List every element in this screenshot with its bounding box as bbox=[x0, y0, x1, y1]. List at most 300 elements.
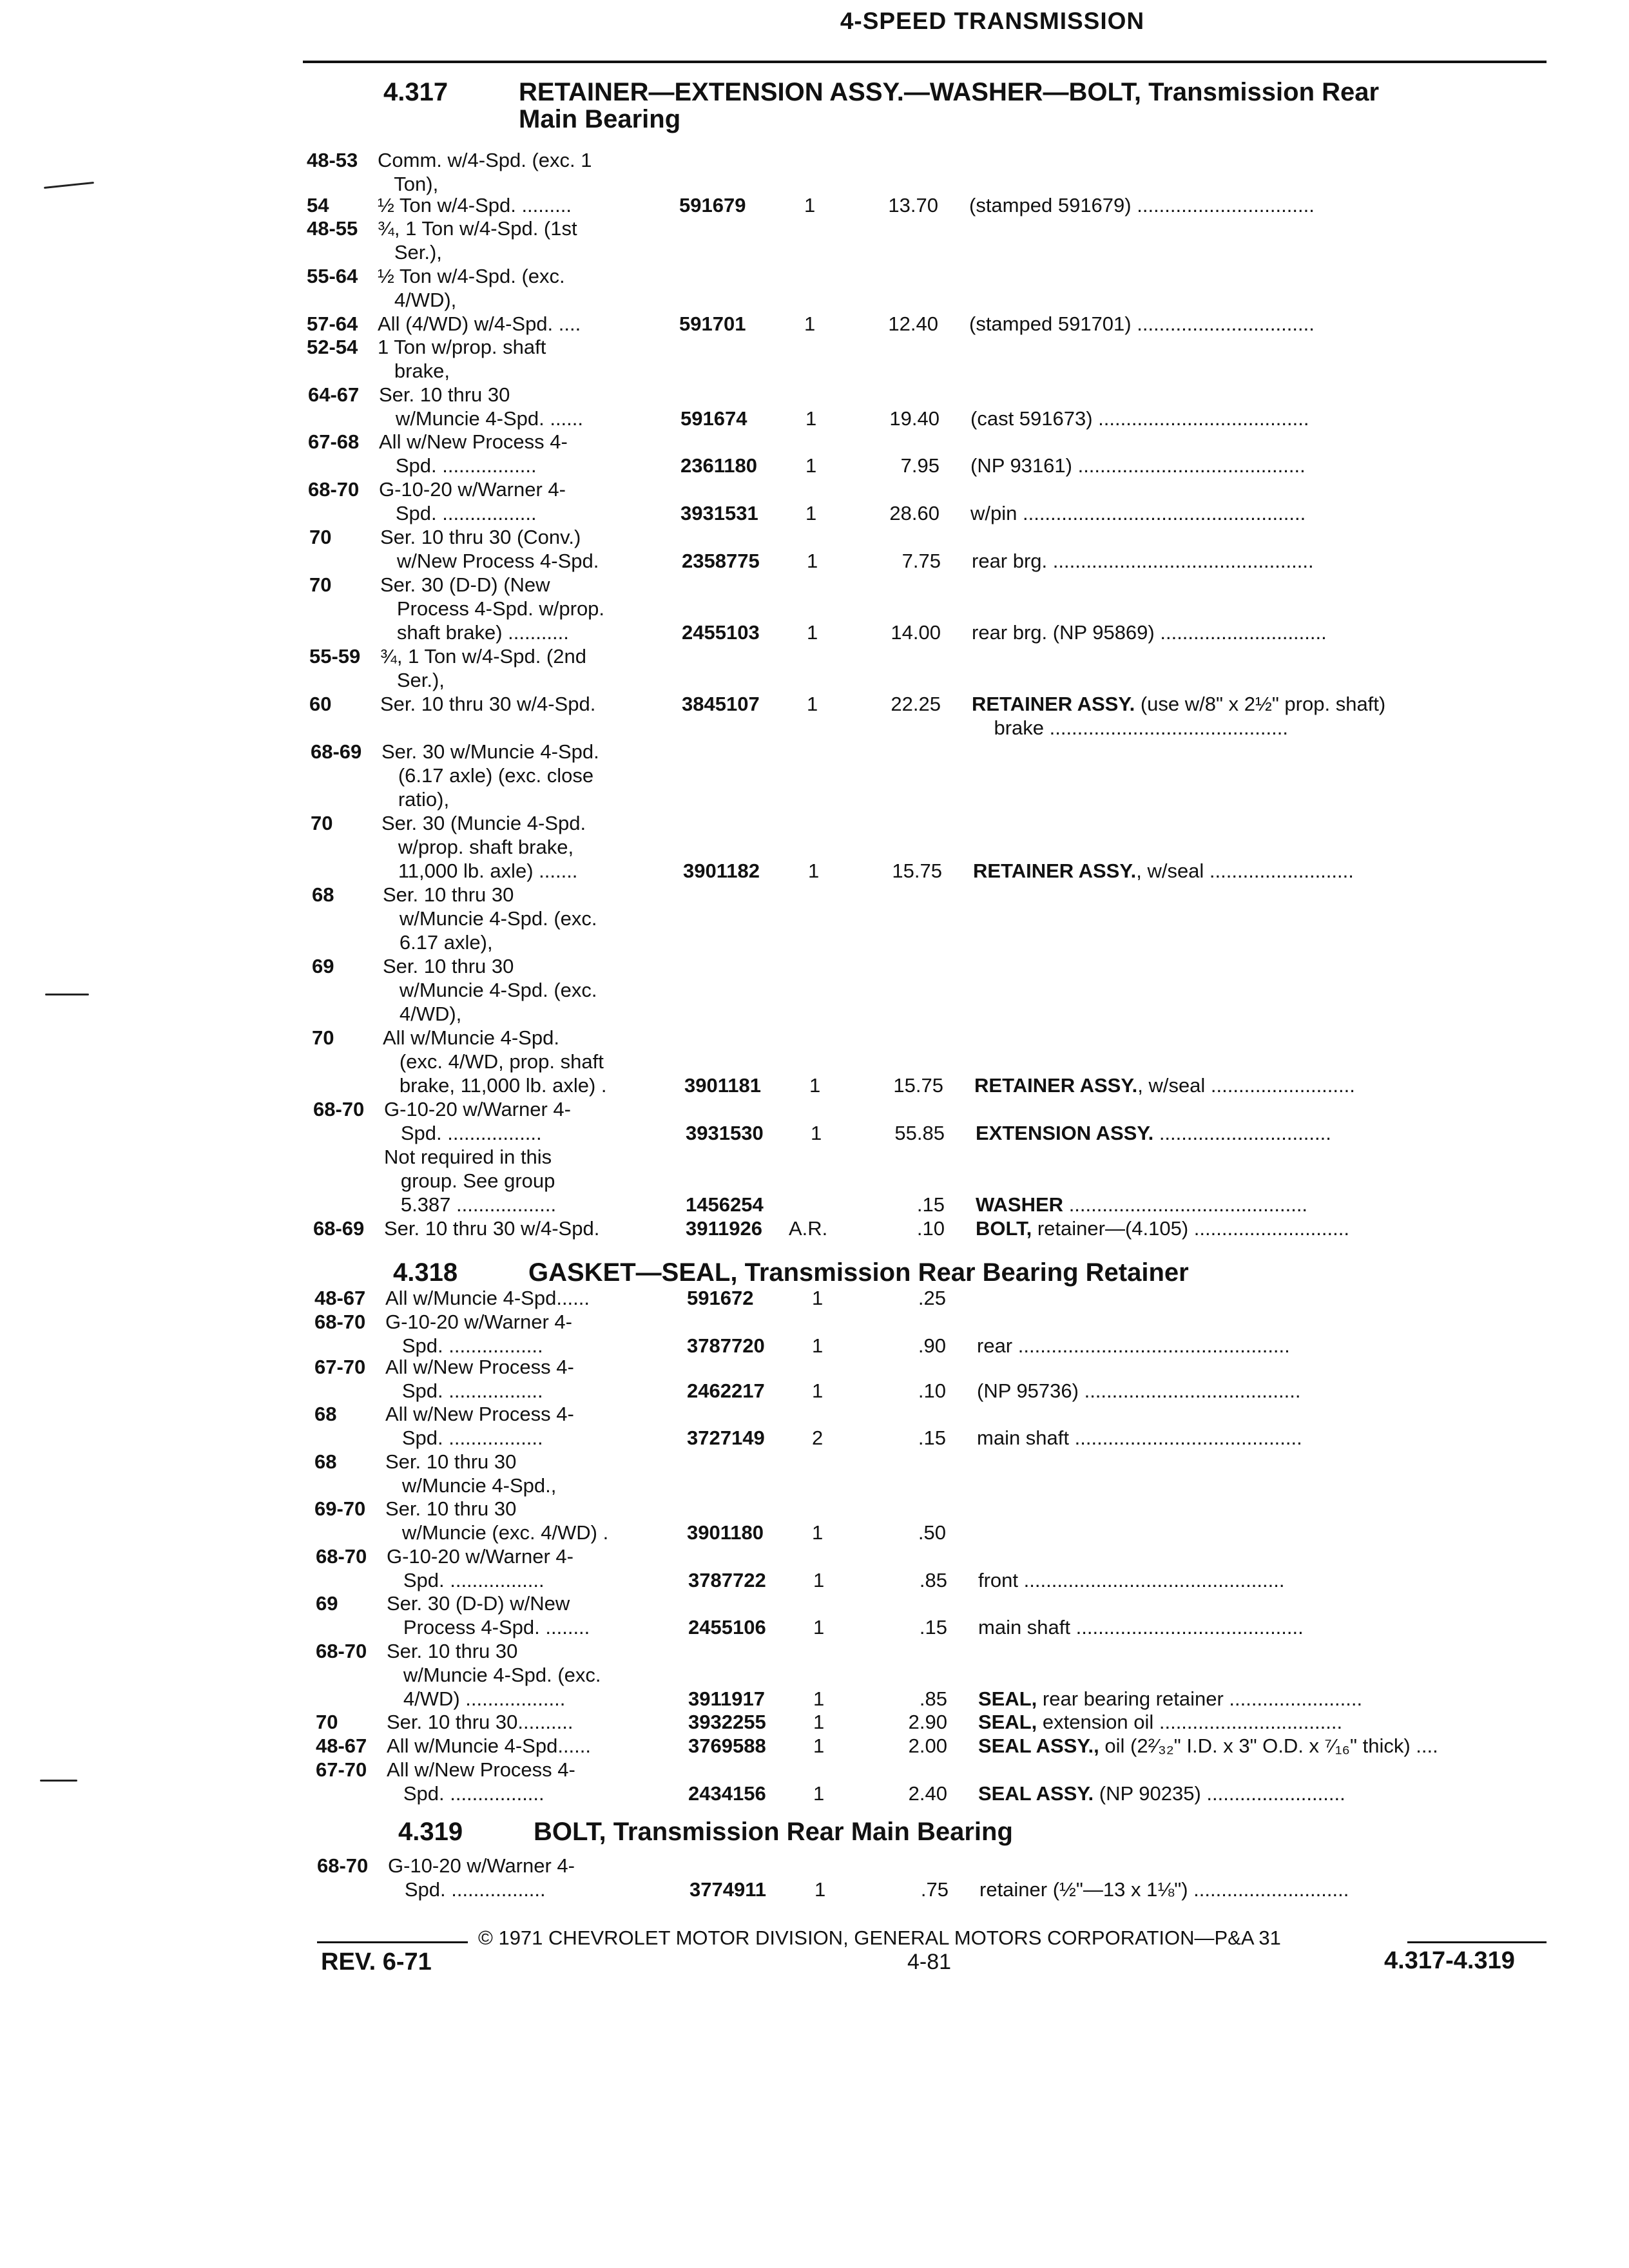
part-number: 3931531 bbox=[680, 502, 758, 524]
application-description: Spd. ................. bbox=[379, 454, 537, 477]
part-name-detail: (stamped 591701) ................................ bbox=[969, 313, 1315, 335]
table-row bbox=[309, 717, 1547, 739]
table-row bbox=[307, 173, 1547, 195]
part-name-bold: EXTENSION ASSY. bbox=[976, 1122, 1154, 1144]
table-row bbox=[314, 1335, 1547, 1357]
application-description: Spd. ................. bbox=[388, 1878, 546, 1901]
footer-revision: REV. 6-71 bbox=[321, 1948, 432, 1975]
table-row bbox=[317, 1879, 1547, 1901]
application-description: Ser. 10 thru 30 bbox=[383, 955, 514, 977]
price: 15.75 bbox=[893, 1074, 943, 1097]
year-range: 48-55 bbox=[307, 217, 358, 240]
table-row bbox=[314, 1380, 1547, 1402]
part-number: 2455106 bbox=[688, 1616, 766, 1639]
part-name bbox=[976, 1218, 1547, 1240]
application-description: All w/New Process 4- bbox=[385, 1356, 574, 1378]
quantity: 1 bbox=[811, 1122, 822, 1144]
part-name-bold: SEAL, bbox=[978, 1688, 1037, 1710]
part-number: 3911917 bbox=[688, 1687, 765, 1710]
price: 14.00 bbox=[891, 621, 941, 644]
application-description: Ser. 30 (D-D) (New bbox=[380, 573, 550, 596]
application-description: All w/Muncie 4-Spd...... bbox=[387, 1735, 592, 1757]
table-row bbox=[311, 765, 1547, 787]
table-row bbox=[308, 384, 1547, 406]
part-name-bold: RETAINER ASSY. bbox=[972, 693, 1135, 715]
price: .85 bbox=[919, 1687, 947, 1710]
year-range: 57-64 bbox=[307, 312, 358, 335]
price: .10 bbox=[918, 1379, 946, 1402]
application-description: brake, bbox=[378, 360, 450, 382]
table-row bbox=[316, 1570, 1547, 1591]
quantity: 1 bbox=[812, 1521, 824, 1544]
year-range: 70 bbox=[309, 573, 332, 596]
table-row bbox=[311, 836, 1547, 858]
year-range: 68-70 bbox=[308, 478, 360, 501]
footer-rule-right bbox=[1407, 1941, 1547, 1943]
application-description: group. See group bbox=[384, 1169, 555, 1192]
year-range: 55-64 bbox=[307, 265, 358, 287]
table-row bbox=[313, 1122, 1547, 1144]
section-title: RETAINER—EXTENSION ASSY.—WASHER—BOLT, Transmission Rear bbox=[519, 78, 1380, 106]
part-number: 3932255 bbox=[688, 1711, 766, 1733]
price: 2.40 bbox=[908, 1782, 947, 1805]
part-name-bold: SEAL ASSY. bbox=[978, 1783, 1094, 1805]
section-number: 4.319 bbox=[398, 1818, 463, 1846]
quantity: 1 bbox=[805, 502, 817, 524]
year-range: 67-70 bbox=[316, 1758, 367, 1781]
part-name bbox=[979, 1879, 1547, 1901]
quantity: 1 bbox=[807, 550, 818, 572]
table-row bbox=[309, 669, 1547, 691]
table-row bbox=[309, 526, 1547, 548]
table-row bbox=[308, 503, 1547, 524]
year-range: 68-70 bbox=[314, 1311, 366, 1333]
application-description: w/Muncie 4-Spd., bbox=[385, 1474, 557, 1497]
table-row bbox=[311, 812, 1547, 834]
application-description: 11,000 lb. axle) ....... bbox=[381, 860, 578, 882]
table-row bbox=[312, 1051, 1547, 1073]
table-row bbox=[316, 1783, 1547, 1805]
application-description: Ser. 30 (Muncie 4-Spd. bbox=[381, 812, 586, 834]
application-description: ratio), bbox=[381, 788, 450, 811]
table-row bbox=[313, 1146, 1547, 1168]
section-title: GASKET—SEAL, Transmission Rear Bearing Retainer bbox=[528, 1258, 1189, 1287]
application-description: Ser.), bbox=[378, 241, 442, 264]
application-description: w/New Process 4-Spd. bbox=[380, 550, 599, 572]
quantity: 1 bbox=[813, 1735, 825, 1757]
table-row bbox=[308, 431, 1547, 453]
application-description: Ser. 10 thru 30 bbox=[385, 1450, 517, 1473]
part-name-bold: RETAINER ASSY. bbox=[973, 860, 1137, 882]
application-description: Ser. 10 thru 30 bbox=[379, 383, 510, 406]
year-range: 67-70 bbox=[314, 1356, 366, 1378]
footer-section-range: 4.317-4.319 bbox=[1384, 1947, 1515, 1974]
quantity: 1 bbox=[815, 1878, 826, 1901]
price: .50 bbox=[918, 1521, 946, 1544]
application-description: w/prop. shaft brake, bbox=[381, 836, 574, 858]
part-number: 3901182 bbox=[683, 860, 760, 882]
part-name bbox=[970, 408, 1547, 430]
part-name-detail: retainer (½"—13 x 1⅛") ............................ bbox=[979, 1879, 1349, 1901]
table-row bbox=[316, 1593, 1547, 1615]
part-name bbox=[976, 1122, 1547, 1144]
margin-mark bbox=[40, 1780, 77, 1782]
table-row bbox=[311, 741, 1547, 763]
table-row bbox=[314, 1522, 1547, 1544]
part-name-detail: , w/seal .......................... bbox=[1137, 1075, 1355, 1097]
application-description: Ser. 10 thru 30 w/4-Spd. bbox=[380, 693, 596, 715]
part-name bbox=[977, 1380, 1547, 1402]
table-row bbox=[307, 360, 1547, 382]
part-name-detail: rear brg. ............................................... bbox=[972, 550, 1314, 572]
year-range: 70 bbox=[309, 526, 332, 548]
application-description: Spd. ................. bbox=[385, 1379, 543, 1402]
part-name-detail: ........................................... bbox=[1063, 1194, 1308, 1216]
table-row bbox=[307, 242, 1547, 264]
quantity: 1 bbox=[809, 1074, 821, 1097]
part-name-detail: ............................... bbox=[1153, 1122, 1331, 1144]
part-name-detail: (cast 591673) ...................................... bbox=[970, 408, 1309, 430]
table-row bbox=[313, 1218, 1547, 1240]
application-description: Ton), bbox=[378, 173, 439, 195]
table-row bbox=[307, 336, 1547, 358]
section-title: BOLT, Transmission Rear Main Bearing bbox=[534, 1818, 1013, 1846]
year-range: 69 bbox=[316, 1592, 338, 1615]
quantity: 1 bbox=[813, 1569, 825, 1591]
table-row bbox=[312, 1003, 1547, 1025]
quantity: 1 bbox=[813, 1782, 825, 1805]
year-range: 69-70 bbox=[314, 1497, 366, 1520]
price: 12.40 bbox=[888, 312, 938, 335]
table-row bbox=[313, 1099, 1547, 1120]
part-number: 2361180 bbox=[680, 454, 757, 477]
table-row bbox=[314, 1451, 1547, 1473]
application-description: G-10-20 w/Warner 4- bbox=[379, 478, 566, 501]
price: 19.40 bbox=[889, 407, 940, 430]
application-description: Spd. ................. bbox=[387, 1569, 545, 1591]
part-number: 3901180 bbox=[687, 1521, 764, 1544]
price: .25 bbox=[918, 1287, 946, 1309]
application-description: 6.17 axle), bbox=[383, 931, 493, 954]
table-row bbox=[312, 979, 1547, 1001]
year-range: 68 bbox=[314, 1403, 337, 1425]
application-description: Not required in this bbox=[384, 1146, 552, 1168]
table-row bbox=[316, 1688, 1547, 1710]
application-description: 4/WD), bbox=[378, 289, 457, 311]
quantity: 1 bbox=[813, 1616, 825, 1639]
part-name bbox=[972, 693, 1547, 715]
application-description: w/Muncie 4-Spd. (exc. bbox=[383, 979, 597, 1001]
quantity: 1 bbox=[804, 312, 816, 335]
price: .75 bbox=[920, 1878, 949, 1901]
year-range: 68-70 bbox=[316, 1640, 367, 1662]
margin-mark bbox=[45, 994, 89, 995]
application-description: Ser. 30 w/Muncie 4-Spd. bbox=[381, 740, 599, 763]
application-description: Ser. 10 thru 30.......... bbox=[387, 1711, 574, 1733]
part-number: 591672 bbox=[687, 1287, 754, 1309]
part-name-detail: main shaft ......................................... bbox=[977, 1427, 1302, 1449]
table-row bbox=[313, 1194, 1547, 1216]
part-name-detail: main shaft ......................................... bbox=[978, 1617, 1304, 1639]
table-row bbox=[309, 693, 1547, 715]
quantity: 1 bbox=[813, 1687, 825, 1710]
year-range: 70 bbox=[312, 1026, 334, 1049]
part-name bbox=[974, 1075, 1547, 1097]
quantity: 1 bbox=[812, 1379, 824, 1402]
table-row bbox=[316, 1711, 1547, 1733]
application-description: All w/New Process 4- bbox=[387, 1758, 575, 1781]
part-name bbox=[970, 503, 1547, 524]
quantity: 1 bbox=[804, 194, 816, 216]
price: .10 bbox=[916, 1217, 945, 1240]
part-name-detail: (NP 93161) ......................................... bbox=[970, 455, 1306, 477]
application-description: w/Muncie 4-Spd. ...... bbox=[379, 407, 584, 430]
part-name bbox=[978, 1711, 1547, 1733]
table-row bbox=[314, 1498, 1547, 1520]
part-name-bold: SEAL, bbox=[978, 1711, 1037, 1733]
table-row bbox=[316, 1735, 1547, 1757]
application-description: Spd. ................. bbox=[384, 1122, 542, 1144]
margin-mark bbox=[44, 182, 94, 189]
part-number: 2434156 bbox=[688, 1782, 766, 1805]
part-number: 2462217 bbox=[687, 1379, 765, 1402]
table-row bbox=[307, 265, 1547, 287]
part-name-bold: WASHER bbox=[976, 1194, 1064, 1216]
part-number: 3901181 bbox=[684, 1074, 761, 1097]
quantity: A.R. bbox=[789, 1217, 828, 1240]
year-range: 68-70 bbox=[316, 1545, 367, 1568]
year-range: 54 bbox=[307, 194, 329, 216]
part-name bbox=[972, 717, 1547, 739]
quantity: 1 bbox=[812, 1287, 824, 1309]
application-description: Ser. 30 (D-D) w/New bbox=[387, 1592, 570, 1615]
part-name-bold: BOLT, bbox=[976, 1218, 1032, 1240]
part-name bbox=[976, 1194, 1547, 1216]
price: .85 bbox=[919, 1569, 947, 1591]
table-row bbox=[308, 479, 1547, 501]
table-row bbox=[314, 1475, 1547, 1497]
table-row bbox=[317, 1855, 1547, 1877]
table-row bbox=[312, 932, 1547, 954]
application-description: brake, 11,000 lb. axle) . bbox=[383, 1074, 607, 1097]
application-description: 4/WD) .................. bbox=[387, 1687, 566, 1710]
section-title-continued: Main Bearing bbox=[519, 105, 681, 133]
part-number: 3787720 bbox=[687, 1334, 765, 1357]
application-description: ¾, 1 Ton w/4-Spd. (2nd bbox=[380, 645, 586, 668]
table-row bbox=[314, 1311, 1547, 1333]
application-description: All w/Muncie 4-Spd. bbox=[383, 1026, 559, 1049]
year-range: 68-70 bbox=[313, 1098, 365, 1120]
table-row bbox=[311, 789, 1547, 811]
application-description: Ser. 10 thru 30 bbox=[387, 1640, 518, 1662]
application-description: G-10-20 w/Warner 4- bbox=[385, 1311, 572, 1333]
part-name-detail: rear bearing retainer ........................ bbox=[1037, 1688, 1363, 1710]
application-description: Spd. ................. bbox=[387, 1782, 545, 1805]
application-description: w/Muncie (exc. 4/WD) . bbox=[385, 1521, 609, 1544]
part-number: 3911926 bbox=[686, 1217, 762, 1240]
application-description: G-10-20 w/Warner 4- bbox=[387, 1545, 574, 1568]
application-description: 1 Ton w/prop. shaft bbox=[378, 336, 546, 358]
price: 2.00 bbox=[908, 1735, 947, 1757]
table-row bbox=[316, 1640, 1547, 1662]
price: .15 bbox=[916, 1193, 945, 1216]
table-row bbox=[309, 550, 1547, 572]
year-range: 52-54 bbox=[307, 336, 358, 358]
part-number: 3774911 bbox=[689, 1878, 766, 1901]
section-number: 4.318 bbox=[393, 1258, 458, 1287]
price: 28.60 bbox=[889, 502, 940, 524]
price: 15.75 bbox=[892, 860, 942, 882]
part-name-detail: (stamped 591679) ................................ bbox=[969, 195, 1315, 216]
part-name bbox=[977, 1427, 1547, 1449]
table-row bbox=[311, 860, 1547, 882]
price: 7.95 bbox=[900, 454, 940, 477]
year-range: 48-67 bbox=[316, 1735, 367, 1757]
table-row bbox=[307, 149, 1547, 171]
application-description: Ser. 10 thru 30 (Conv.) bbox=[380, 526, 581, 548]
table-row bbox=[316, 1617, 1547, 1639]
part-number: 3931530 bbox=[686, 1122, 764, 1144]
table-row bbox=[307, 218, 1547, 240]
part-name-detail: w/pin ................................................... bbox=[970, 503, 1306, 524]
part-name bbox=[978, 1570, 1547, 1591]
part-name-detail: (NP 95736) ....................................... bbox=[977, 1380, 1301, 1402]
year-range: 68 bbox=[312, 883, 334, 906]
application-description: All w/New Process 4- bbox=[379, 430, 568, 453]
part-number: 591674 bbox=[680, 407, 747, 430]
application-description: Ser. 10 thru 30 bbox=[383, 883, 514, 906]
quantity: 1 bbox=[813, 1711, 825, 1733]
section-heading bbox=[398, 1818, 1013, 1845]
year-range: 48-53 bbox=[307, 149, 358, 171]
year-range: 48-67 bbox=[314, 1287, 366, 1309]
application-description: Ser.), bbox=[380, 669, 445, 691]
table-row bbox=[308, 408, 1547, 430]
table-row bbox=[307, 313, 1547, 335]
part-name bbox=[969, 195, 1547, 216]
price: .15 bbox=[918, 1427, 946, 1449]
table-row bbox=[316, 1546, 1547, 1568]
application-description: w/Muncie 4-Spd. (exc. bbox=[383, 907, 597, 930]
application-description: (6.17 axle) (exc. close bbox=[381, 764, 594, 787]
table-row bbox=[312, 956, 1547, 977]
table-row bbox=[312, 1027, 1547, 1049]
part-name bbox=[978, 1617, 1547, 1639]
application-description: ½ Ton w/4-Spd. ......... bbox=[378, 194, 572, 216]
part-name bbox=[972, 622, 1547, 644]
footer-page-number: 4-81 bbox=[907, 1950, 952, 1974]
part-number: 2455103 bbox=[682, 621, 760, 644]
table-row bbox=[308, 455, 1547, 477]
part-name bbox=[973, 860, 1547, 882]
part-name bbox=[978, 1735, 1547, 1757]
part-name bbox=[972, 550, 1547, 572]
year-range: 68 bbox=[314, 1450, 337, 1473]
part-name bbox=[977, 1335, 1547, 1357]
quantity: 1 bbox=[808, 860, 820, 882]
application-description: ½ Ton w/4-Spd. (exc. bbox=[378, 265, 565, 287]
part-name-detail: , w/seal .......................... bbox=[1136, 860, 1354, 882]
quantity: 1 bbox=[807, 693, 818, 715]
part-name-detail: (NP 90235) ......................... bbox=[1094, 1783, 1345, 1805]
table-row bbox=[312, 1075, 1547, 1097]
table-row bbox=[307, 289, 1547, 311]
table-row bbox=[312, 908, 1547, 930]
application-description: Spd. ................. bbox=[379, 502, 537, 524]
year-range: 68-70 bbox=[317, 1854, 369, 1877]
footer-rule-left bbox=[317, 1941, 468, 1943]
table-row bbox=[307, 195, 1547, 216]
quantity: 1 bbox=[805, 454, 817, 477]
table-row bbox=[312, 884, 1547, 906]
price: 13.70 bbox=[888, 194, 938, 216]
application-description: (exc. 4/WD, prop. shaft bbox=[383, 1050, 604, 1073]
part-number: 2358775 bbox=[682, 550, 760, 572]
price: 55.85 bbox=[894, 1122, 945, 1144]
application-description: w/Muncie 4-Spd. (exc. bbox=[387, 1664, 601, 1686]
part-name-detail: rear ................................................. bbox=[977, 1335, 1290, 1357]
price: .90 bbox=[918, 1334, 946, 1357]
part-number: 3787722 bbox=[688, 1569, 766, 1591]
application-description: Comm. w/4-Spd. (exc. 1 bbox=[378, 149, 592, 171]
part-name-detail: retainer—(4.105) ............................ bbox=[1032, 1218, 1349, 1240]
year-range: 67-68 bbox=[308, 430, 360, 453]
part-number: 591679 bbox=[679, 194, 746, 216]
year-range: 70 bbox=[311, 812, 333, 834]
price: 22.25 bbox=[891, 693, 941, 715]
year-range: 55-59 bbox=[309, 645, 361, 668]
quantity: 2 bbox=[812, 1427, 824, 1449]
part-name-detail: rear brg. (NP 95869) .............................. bbox=[972, 622, 1327, 644]
table-row bbox=[314, 1403, 1547, 1425]
application-description: G-10-20 w/Warner 4- bbox=[384, 1098, 571, 1120]
part-number: 3769588 bbox=[688, 1735, 766, 1757]
application-description: All (4/WD) w/4-Spd. .... bbox=[378, 312, 581, 335]
part-name-detail: (use w/8" x 2½" prop. shaft) bbox=[1135, 693, 1386, 715]
application-description: All w/New Process 4- bbox=[385, 1403, 574, 1425]
quantity: 1 bbox=[812, 1334, 824, 1357]
application-description: Spd. ................. bbox=[385, 1427, 543, 1449]
table-row bbox=[309, 598, 1547, 620]
table-row bbox=[309, 574, 1547, 596]
page-header: 4-SPEED TRANSMISSION bbox=[840, 8, 1145, 34]
part-number: 591701 bbox=[679, 312, 746, 335]
quantity: 1 bbox=[807, 621, 818, 644]
price: 2.90 bbox=[908, 1711, 947, 1733]
application-description: Process 4-Spd. w/prop. bbox=[380, 597, 605, 620]
application-description: Ser. 10 thru 30 w/4-Spd. bbox=[384, 1217, 600, 1240]
part-number: 3727149 bbox=[687, 1427, 765, 1449]
application-description: 4/WD), bbox=[383, 1003, 462, 1025]
table-row bbox=[313, 1170, 1547, 1192]
table-row bbox=[316, 1759, 1547, 1781]
year-range: 64-67 bbox=[308, 383, 360, 406]
section-heading bbox=[393, 1259, 1189, 1286]
application-description: Ser. 10 thru 30 bbox=[385, 1497, 517, 1520]
table-row bbox=[314, 1287, 1547, 1309]
section-heading bbox=[383, 79, 1379, 133]
part-name-bold: SEAL ASSY., bbox=[978, 1735, 1099, 1757]
application-description: 5.387 .................. bbox=[384, 1193, 557, 1216]
year-range: 60 bbox=[309, 693, 332, 715]
table-row bbox=[316, 1664, 1547, 1686]
part-name bbox=[970, 455, 1547, 477]
application-description: Process 4-Spd. ........ bbox=[387, 1616, 590, 1639]
part-name bbox=[969, 313, 1547, 335]
year-range: 70 bbox=[316, 1711, 338, 1733]
header-rule bbox=[303, 61, 1547, 63]
application-description: shaft brake) ........... bbox=[380, 621, 569, 644]
